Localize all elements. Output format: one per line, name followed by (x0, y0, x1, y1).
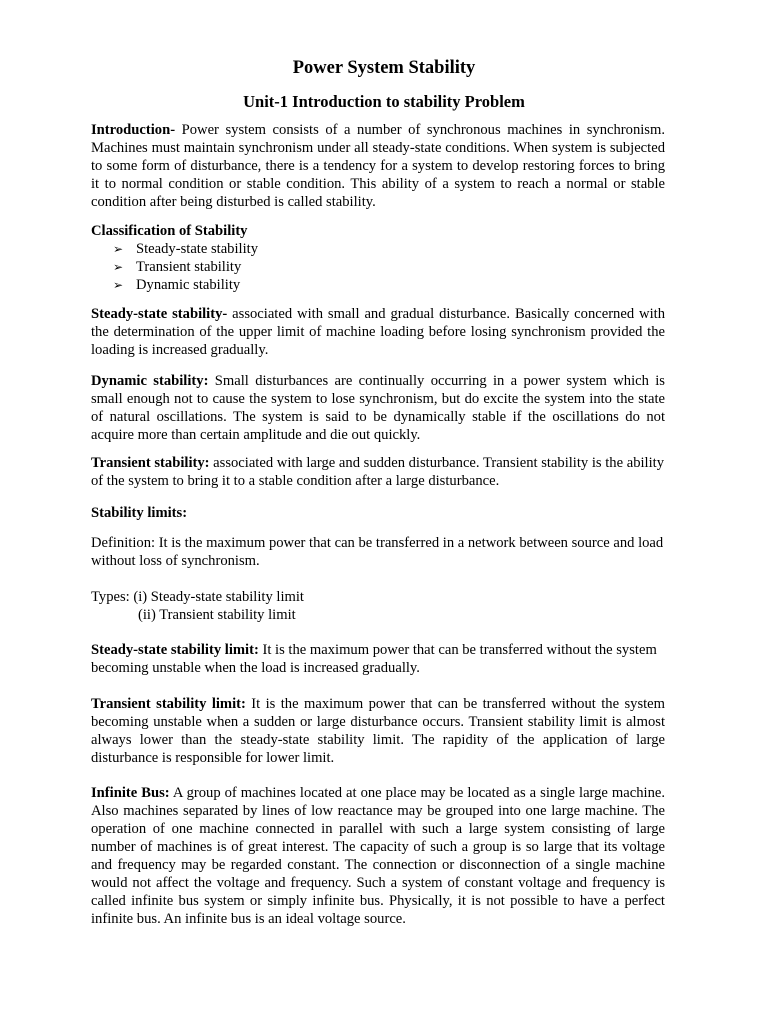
transient-limit-label: Transient stability limit: (91, 696, 246, 712)
transient-text: associated with large and sudden disturbance. Transient stability is the ability of the system to bring it to a stable condition after a large disturbance. (91, 455, 665, 489)
steady-state-paragraph (91, 305, 665, 359)
list-item-text: Dynamic stability (136, 277, 241, 293)
page-subtitle: Unit-1 Introduction to stability Problem (243, 92, 525, 111)
steady-limit-text: It is the maximum power that can be transferred without the system becoming unstable when the load is increased gradually. (91, 642, 657, 676)
list-item (113, 240, 665, 258)
list-item-text: Transient stability (136, 259, 242, 275)
classification-heading: Classification of Stability (91, 223, 248, 239)
dynamic-label: Dynamic stability: (91, 373, 209, 389)
intro-paragraph (91, 121, 665, 211)
classification-list (91, 240, 665, 294)
arrow-bullet-icon: ➢ (113, 242, 124, 256)
infinite-bus-paragraph (91, 784, 665, 928)
list-item (113, 258, 665, 276)
infinite-bus-label: Infinite Bus: (91, 785, 170, 801)
transient-limit-text: It is the maximum power that can be transferred without the system becoming unstable when a sudden or large disturbance occurs. Transient stability limit is almost always lower than the steady-state stability limit. The rapidity of the application of large disturbance is responsible for lower limit. (91, 696, 666, 766)
infinite-bus-text: A group of machines located at one place may be located as a single large machine. Also machines separated by lines of low reactance may be grouped into one large machine. The operation of one machine connected in parallel with such a large system consisting of large number of machines is of great interest. The capacity of such a group is so large that its voltage and frequency may be regarded constant. The connection or disconnection of a single machine would not affect the voltage and frequency. Such a system of constant voltage and frequency is called infinite bus system or simply infinite bus. Physically, it is not possible to have a perfect infinite bus. An infinite bus is an ideal voltage source. (91, 785, 665, 927)
stability-limits-heading (91, 504, 665, 522)
list-item-text: Steady-state stability (136, 241, 258, 257)
steady-limit-label: Steady-state stability limit: (91, 642, 259, 658)
page-title: Power System Stability (292, 58, 476, 78)
arrow-bullet-icon: ➢ (113, 260, 124, 274)
intro-text: Power system consists of a number of synchronous machines in synchronism. Machines must maintain synchronism under all steady-state conditions. When system is subjected to some form of disturbance, there is a tendency for a system to develop restoring forces to bring it to normal condition or stable condition. This ability of a system to reach a normal or stable condition after being disturbed is called stability. (91, 122, 665, 210)
steady-state-label: Steady-state stability- (91, 306, 228, 322)
steady-state-text: associated with small and gradual disturbance. Basically concerned with the determination of the upper limit of machine loading before losing synchronism provided the loading is increased gradually. (91, 306, 665, 358)
stability-limits-heading-text: Stability limits: (91, 505, 188, 521)
steady-limit-paragraph (91, 641, 665, 677)
types-line-2: (ii) Transient stability limit (138, 607, 296, 623)
transient-limit-paragraph (91, 695, 665, 767)
list-item (113, 276, 665, 294)
dynamic-text: Small disturbances are continually occurring in a power system which is small enough not to cause the system to lose synchronism, but do excite the system into the state of natural oscillations. The system is said to be dynamically stable if the oscillations do not acquire more than certain amplitude and die out quickly. (91, 373, 665, 443)
types-line-1: Types: (i) Steady-state stability limit (91, 589, 304, 605)
definition-paragraph: Definition: It is the maximum power that can be transferred in a network between source and load without loss of synchronism. (91, 535, 664, 569)
dynamic-paragraph (91, 372, 665, 444)
intro-label: Introduction- (91, 122, 176, 138)
transient-label: Transient stability: (91, 455, 210, 471)
transient-paragraph (91, 454, 665, 490)
arrow-bullet-icon: ➢ (113, 278, 124, 292)
classification-section (91, 222, 665, 294)
